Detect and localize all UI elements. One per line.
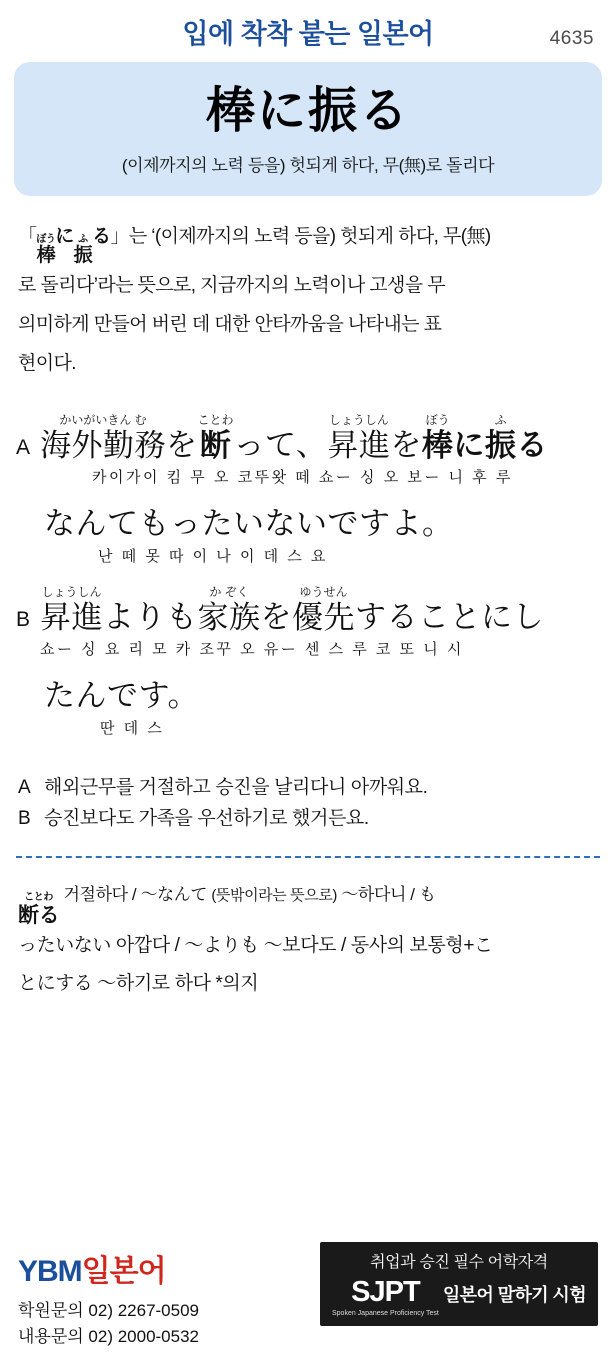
dialogue-continuation-a2 [40,507,600,566]
sjpt-korean-name: 일본어 말하기 시험 [442,1285,586,1305]
explanation-keyword-rest: に ふ 振 る [55,225,111,266]
word-shoushin-2 [40,586,103,635]
dialogue-block [16,414,600,738]
kanji-yuusen: 優先 [292,599,355,635]
phrase-surukotonishi: することにし [355,599,544,635]
sjpt-tagline: 취업과 승진 필수 어학자격 [370,1254,548,1271]
contact-content: 내용문의 02) 2000-0532 [18,1326,200,1346]
page-header [0,0,616,62]
translation-label-a: A [18,776,31,798]
particle-ni: に [453,427,485,463]
furigana-kazoku: か ぞく [209,584,249,599]
page-title: 입에 착착 붙는 일본어 [182,18,434,49]
word-shoushin-1 [327,414,390,463]
explanation-part3: 로 돌리다’라는 뜻으로, 지금까지의 노력이나 고생을 무 [18,274,445,296]
brand-ybm: YBM [18,1255,82,1288]
furigana-yuusen: ゆうせん [299,584,348,599]
furigana-kaigaikinmu: かいがいきん む [59,412,147,427]
word-furu [485,414,517,463]
sjpt-logo-text: SJPT [351,1276,420,1308]
translation-line-b [18,803,598,834]
explanation-block [18,218,598,384]
japanese-sentence-a1 [40,414,600,463]
page-footer [0,1230,616,1372]
translation-text-b: 승진보다도 가족을 우선하기로 했거든요. [44,807,369,829]
explanation-keyword-furu [74,235,92,267]
phrase-tandesu: たんです。 [44,677,200,713]
kanji-kotowaru-vocab: 断る [18,904,60,928]
okurigana-ru: る [516,427,548,463]
sjpt-logo-row [330,1276,588,1317]
speaker-label-a: A [16,435,31,459]
sjpt-ad-banner[interactable] [320,1242,598,1326]
translation-label-b: B [18,807,31,829]
furigana-shoushin-2: しょうしん [41,584,102,599]
dialogue-body-a [40,414,600,566]
particle-wo-1: を [166,427,198,463]
contact-academy: 학원문의 02) 2267-0509 [18,1301,200,1320]
vocab-line1-tail: ～하다니 / も [337,885,436,905]
brand-japanese: 일본어 [81,1255,166,1288]
furigana-fu-2: ふ [494,412,507,427]
particle-wo-3: を [260,599,292,635]
korean-reading-a2: 난 떼 못 따 이 나 이 데 스 요 [98,547,328,565]
kanji-shoushin-2: 昇進 [40,599,103,635]
dialogue-line-a [16,414,600,566]
translation-block [18,772,598,835]
vocab-line1-note: (뜻밖이라는 뜻으로) [211,887,337,905]
vocab-headword-kotowaru [18,893,59,927]
expression-banner [14,62,602,196]
kanji-furu: 振 [73,244,93,266]
korean-reading-b2: 딴 데 스 [100,719,165,737]
dialogue-continuation-b2 [40,679,600,738]
vocab-line1-rest: 거절하다 / ～なんて [59,885,212,905]
translation-line-a [18,772,598,803]
japanese-sentence-b2 [40,679,600,714]
word-kazoku [198,586,261,635]
explanation-part2: 」는 ‘(이제까지의 노력 등을) 헛되게 하다, 무(無) [110,225,491,247]
furigana-bou: ぼう [36,233,56,245]
kanji-furu-2: 振 [484,427,517,463]
furigana-shoushin-1: しょうしん [328,412,389,427]
kanji-bou-2: 棒 [421,427,454,463]
okurigana-tte: って、 [233,427,328,463]
phrase-nantemottainai: なんてもったいないですよ。 [44,505,454,541]
kanji-shoushin-1: 昇進 [327,427,391,463]
word-bou [422,414,454,463]
vocab-line2: ったいない 아깝다 / ～よりも ～보다도 / 동사의 보통형+こ [18,935,493,957]
furigana-fu: ふ [78,233,88,245]
kanji-kotowa: 断 [199,427,232,463]
speaker-label-b: B [16,607,31,631]
sjpt-english-name: Spoken Japanese Proficiency Test [332,1310,439,1317]
section-divider [16,856,600,858]
expression-japanese: 棒に振る [205,84,410,138]
korean-reading-a1: 카이가이 킴 무 오 코뚜왓 떼 쇼ー 싱 오 보ー 니 후 루 [92,468,513,486]
explanation-part4: 의미하게 만들어 버린 데 대한 안타까움을 나타내는 표 [18,313,442,335]
word-kotowaru [198,414,234,463]
japanese-sentence-a2 [40,507,600,542]
korean-reading-b1: 쇼ー 싱 요 리 모 카 조꾸 오 유ー 센 스 루 코 또 니 시 [40,640,464,658]
furigana-kotowa: ことわ [197,412,234,427]
explanation-open-quote: 「 [18,225,37,247]
kanji-bou: 棒 [36,244,56,266]
page-number: 4635 [549,28,594,49]
furigana-bou-2: ぼう [425,412,450,427]
explanation-keyword-bou [36,235,55,267]
sjpt-logo-wrap [332,1276,439,1317]
word-yuusen [292,586,355,635]
dialogue-line-b [16,586,600,738]
explanation-part5: 현이다. [18,352,76,374]
vocab-line3: とにする ～하기로 하다 *의지 [18,973,259,995]
particle-wo-2: を [390,427,422,463]
particle-yorimo: よりも [103,599,198,635]
expression-korean-meaning: (이제까지의 노력 등을) 헛되게 하다, 무(無)로 돌리다 [121,155,495,175]
furigana-kotowa-vocab: ことわ [24,892,53,904]
translation-text-a: 해외근무를 거절하고 승진을 날리다니 아까워요. [44,776,428,798]
dialogue-body-b [40,586,600,738]
kanji-kaigaikinmu: 海外勤務 [40,427,166,463]
japanese-sentence-b1 [40,586,600,635]
vocabulary-block [18,876,598,1003]
kanji-kazoku: 家族 [197,599,261,635]
word-kaigaikinmu [40,414,166,463]
